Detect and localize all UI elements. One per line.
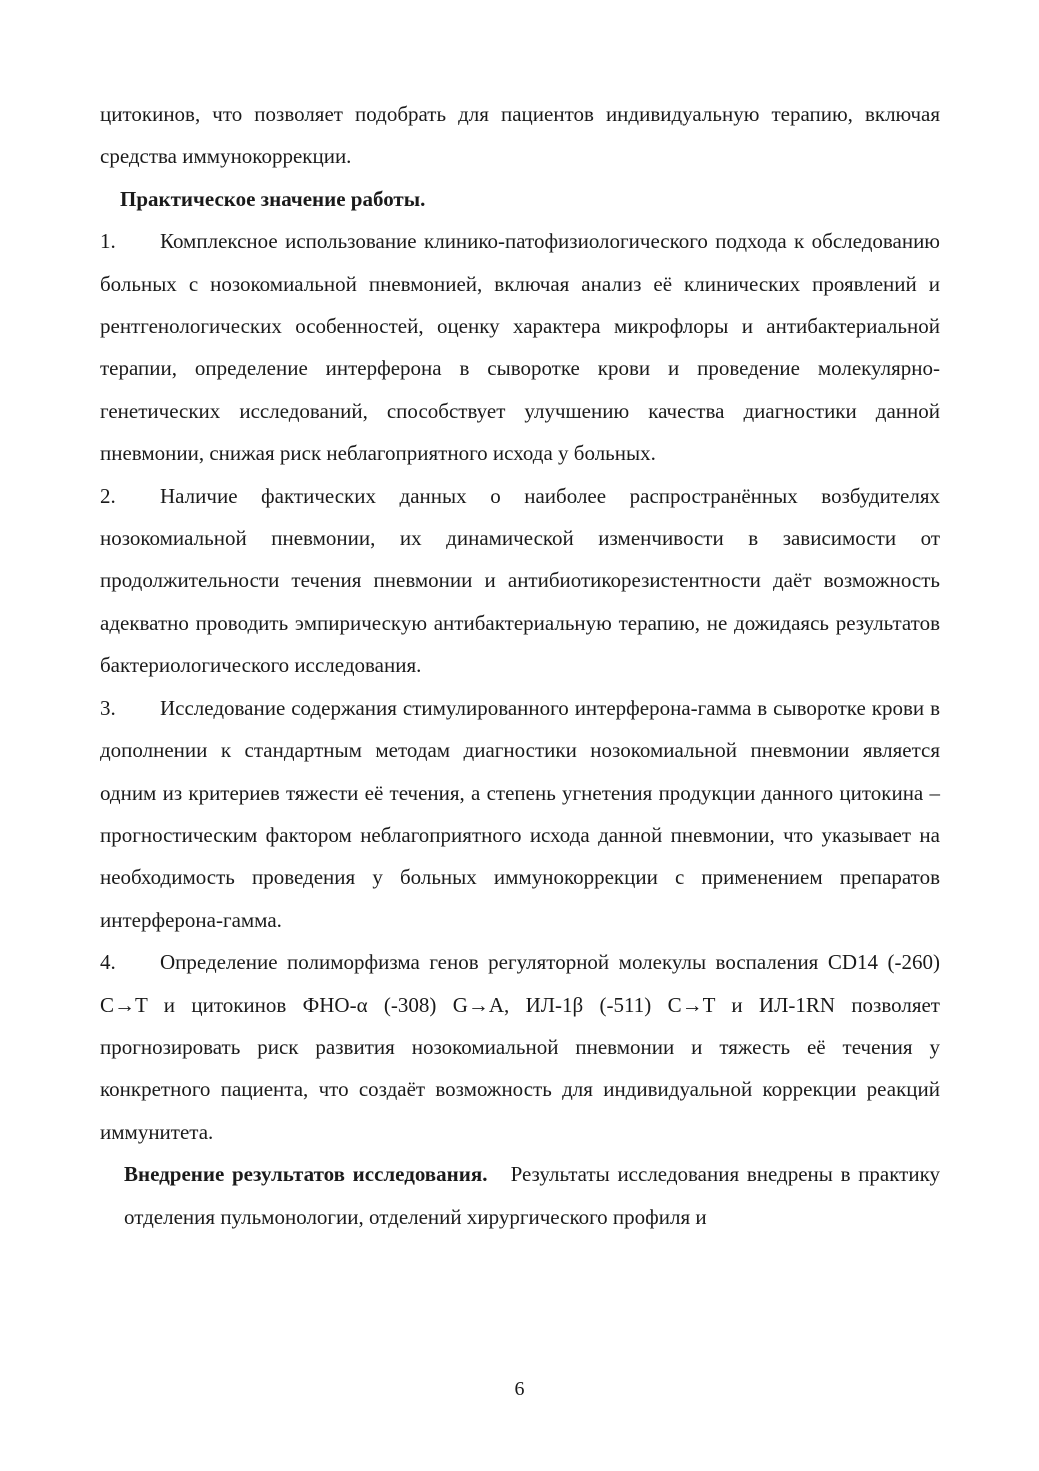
document-page	[100, 93, 940, 1238]
implementation-paragraph	[100, 1153, 940, 1238]
list-item-text: Наличие фактических данных о наиболее распространённых возбудителях нозокомиальной пневмонии, их динамической изменчивости в зависимости от продолжительности течения пневмонии и антибиотикорезистентности даёт возможность адекватно проводить эмпирическую антибактериальную терапию, не дожидаясь результатов бактериологического исследования.	[100, 483, 940, 678]
list-item-4	[100, 941, 940, 1153]
list-item-3	[100, 687, 940, 941]
list-item-number: 3.	[100, 695, 116, 720]
list-item-2	[100, 475, 940, 687]
list-item-text: Исследование содержания стимулированного интерферона-гамма в сыворотке крови в дополнении к стандартным методам диагностики нозокомиальной пневмонии является одним из критериев тяжести её течения, а степень угнетения продукции данного цитокина – прогностическим фактором неблагоприятного исхода данной пневмонии, что указывает на необходимость проведения у больных иммунокоррекции с применением препаратов интерферона-гамма.	[100, 695, 940, 932]
intro-paragraph: цитокинов, что позволяет подобрать для пациентов индивидуальную терапию, включая средства иммунокоррекции.	[100, 102, 940, 169]
practical-significance-heading: Практическое значение работы.	[120, 186, 426, 211]
list-item-text: Определение полиморфизма генов регуляторной молекулы воспаления CD14 (-260) C→T и цитокинов ФНО-α (-308) G→A, ИЛ-1β (-511) C→T и ИЛ-1RN позволяет прогнозировать риск развития нозокомиальной пневмонии и тяжесть её течения у конкретного пациента, что создаёт возможность для индивидуальной коррекции реакций иммунитета.	[100, 950, 940, 1144]
list-item-1	[100, 220, 940, 474]
list-item-number: 1.	[100, 229, 116, 254]
list-item-number: 4.	[100, 950, 116, 975]
page-number: 6	[514, 1378, 525, 1400]
implementation-heading: Внедрение результатов исследования.	[124, 1162, 488, 1187]
list-item-number: 2.	[100, 483, 116, 508]
implementation-text: Результаты исследования внедрены в практику отделения пульмонологии, отделений хирургического профиля и	[124, 1162, 941, 1229]
list-item-text: Комплексное использование клинико-патофизиологического подхода к обследованию больных с нозокомиальной пневмонией, включая анализ её клинических проявлений и рентгенологических особенностей, оценку характера микрофлоры и антибактериальной терапии, определение интерферона в сыворотке крови и проведение молекулярно-генетических исследований, способствует улучшению качества диагностики данной пневмонии, снижая риск неблагоприятного исхода у больных.	[100, 229, 940, 466]
